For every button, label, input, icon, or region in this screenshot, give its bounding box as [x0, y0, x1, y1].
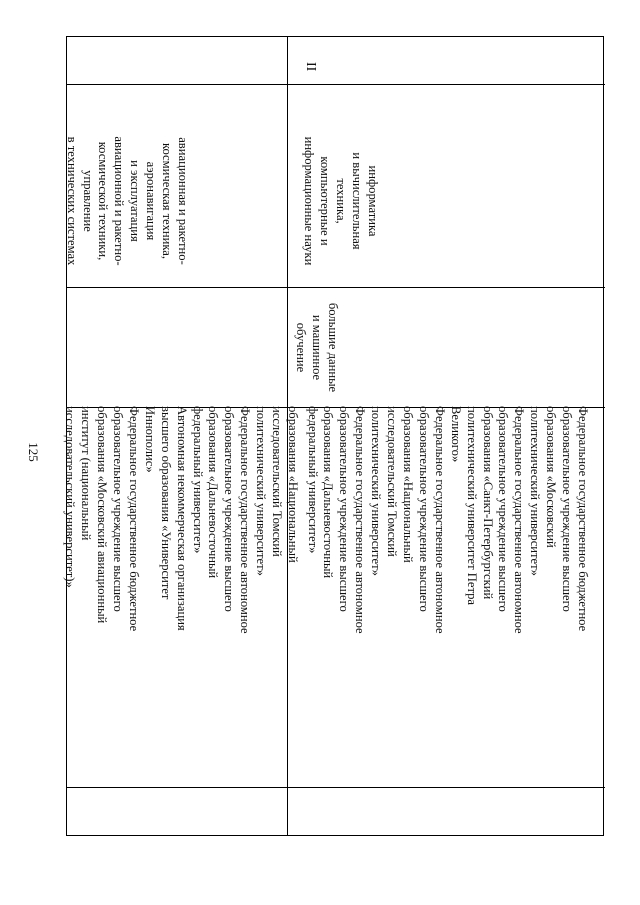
text-line: высшего образования «Университет	[158, 406, 173, 600]
text-line: Федеральное государственное автономное	[432, 406, 447, 634]
text-line: образовательное учреждение высшего	[416, 406, 431, 612]
text-line: образовательное учреждение высшего	[222, 406, 237, 612]
text-line: институт (национальный	[79, 406, 94, 541]
text-line: исследовательский Томский	[385, 406, 400, 557]
text-line: компьютерные и	[318, 156, 333, 246]
page-number: 125	[26, 442, 41, 462]
text-line: большие данные	[326, 302, 340, 393]
text-line: образования «Национальный	[286, 406, 300, 563]
text-line: исследовательский университет)»	[63, 406, 78, 588]
text-line: политехнический университет»	[528, 406, 543, 576]
text-line: федеральный университет»	[305, 406, 320, 554]
row1-specialties	[63, 126, 190, 276]
text-line: управление	[80, 170, 95, 232]
row-number: II	[303, 62, 318, 72]
text-line: образования «Санкт-Петербургский	[480, 406, 495, 600]
column-divider	[67, 287, 605, 288]
text-line: космической техники,	[96, 141, 111, 261]
text-line: образовательное учреждение высшего	[337, 406, 352, 612]
text-line: в технических системах	[64, 136, 79, 266]
row2-universities	[304, 406, 590, 786]
text-line: исследовательский Томский	[270, 406, 285, 557]
text-line: федеральный университет»	[190, 406, 205, 554]
column-divider	[67, 787, 605, 788]
text-line: политехнический университет Петра	[464, 406, 479, 606]
text-line: техника,	[334, 178, 349, 224]
text-line: авиационная и ракетно-	[176, 137, 190, 265]
text-line: аэронавигация	[144, 161, 159, 241]
row2-field	[292, 290, 340, 405]
text-line: образования «Национальный	[401, 406, 416, 563]
text-line: образования «Дальневосточный	[206, 406, 221, 579]
text-line: Федеральное государственное бюджетное	[126, 406, 141, 632]
text-line: и вычислительная	[350, 152, 365, 250]
text-line: образования «Московский	[544, 406, 559, 548]
text-line: Федеральное государственное бюджетное	[576, 406, 590, 632]
text-line: Иннополис»	[142, 406, 157, 473]
text-line: политехнический университет»	[369, 406, 384, 576]
text-line: и машинное	[310, 314, 325, 381]
text-line: авиационной и ракетно-	[112, 136, 127, 266]
text-line: информационные науки	[302, 136, 317, 266]
text-line: космическая техника,	[160, 142, 175, 260]
text-line: информатика	[366, 165, 380, 237]
text-line: образования «Московский авиационный	[95, 406, 110, 624]
text-line: образования «Дальневосточный	[321, 406, 336, 579]
text-line: образовательное учреждение высшего	[111, 406, 126, 612]
text-line: Великого»	[448, 406, 463, 463]
row2-specialties	[300, 126, 380, 276]
text-line: Федеральное государственное автономное	[512, 406, 527, 634]
text-line: образовательное учреждение высшего	[496, 406, 511, 612]
text-line: Автономная некоммерческая организация	[174, 406, 189, 631]
text-line: Федеральное государственное автономное	[353, 406, 368, 634]
text-line: обучение	[294, 322, 309, 373]
text-line: образовательное учреждение высшего	[560, 406, 575, 612]
text-line: и эксплуатация	[128, 160, 143, 242]
row1-universities	[61, 406, 300, 786]
text-line: политехнический университет»	[254, 406, 269, 576]
text-line: Федеральное государственное автономное	[238, 406, 253, 634]
column-divider	[67, 84, 605, 85]
